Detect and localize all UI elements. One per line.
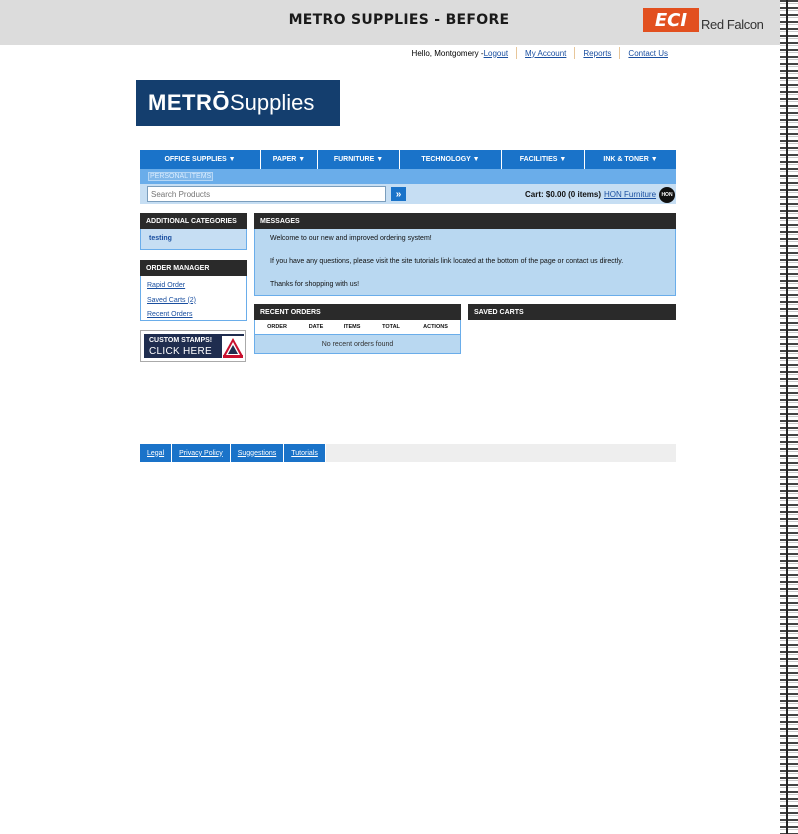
footer-suggestions-link[interactable]: Suggestions	[231, 444, 285, 462]
footer-tutorials-link[interactable]: Tutorials	[284, 444, 326, 462]
message-line: If you have any questions, please visit the site tutorials link located at the bottom of the page or contact us directly.	[270, 258, 624, 265]
order-manager-panel	[140, 260, 247, 321]
rapid-order-link[interactable]: Rapid Order	[147, 282, 186, 289]
saved-carts-panel	[468, 304, 676, 320]
hon-logo-icon[interactable]: HON	[659, 187, 675, 203]
message-line: Welcome to our new and improved ordering system!	[270, 235, 432, 242]
banner-title: METRO SUPPLIES - BEFORE	[288, 12, 510, 28]
recent-orders-link[interactable]: Recent Orders	[147, 311, 193, 318]
metro-supplies-logo[interactable]	[136, 80, 340, 126]
spiral-binding	[780, 0, 798, 834]
user-links	[412, 46, 668, 60]
table-header-row	[255, 320, 460, 335]
nav-furniture[interactable]: FURNITURE ▼	[318, 150, 400, 169]
footer-legal-link[interactable]: Legal	[140, 444, 172, 462]
search-go-icon[interactable]: »	[391, 187, 406, 201]
search-input[interactable]	[147, 186, 386, 202]
messages-title: MESSAGES	[254, 213, 676, 229]
stamps-banner-bg	[144, 334, 244, 358]
additional-categories-body	[140, 229, 247, 250]
custom-stamps-banner[interactable]	[140, 330, 246, 362]
category-link-testing[interactable]: testing	[149, 235, 172, 242]
footer-privacy-link[interactable]: Privacy Policy	[172, 444, 231, 462]
messages-panel	[254, 213, 676, 296]
stamps-line1: CUSTOM STAMPS!	[149, 337, 213, 344]
stamp-flag-icon	[222, 336, 244, 358]
column-header-date[interactable]: DATE	[308, 324, 324, 330]
order-manager-title: ORDER MANAGER	[140, 260, 247, 276]
nav-office-supplies[interactable]: OFFICE SUPPLIES ▼	[140, 150, 261, 169]
hon-furniture-link[interactable]: HON Furniture	[604, 190, 657, 199]
eci-red-falcon-logo	[643, 8, 763, 32]
order-manager-body	[140, 276, 247, 321]
search-bar	[140, 184, 676, 204]
divider	[619, 47, 620, 59]
logo-light-text: Supplies	[229, 90, 315, 115]
stamps-line2: CLICK HERE	[149, 346, 213, 357]
recent-orders-panel	[254, 304, 461, 354]
greeting-text: Hello, Montgomery -	[411, 48, 484, 58]
nav-paper[interactable]: PAPER ▼	[261, 150, 318, 169]
column-header-total[interactable]: TOTAL	[382, 324, 400, 330]
recent-orders-title: RECENT ORDERS	[254, 304, 461, 320]
additional-categories-panel	[140, 213, 247, 250]
nav-technology[interactable]: TECHNOLOGY ▼	[400, 150, 502, 169]
cart-summary[interactable]: Cart: $0.00 (0 items)	[525, 190, 602, 199]
subnav-personal-items[interactable]: PERSONAL ITEMS	[150, 173, 212, 180]
message-line: Thanks for shopping with us!	[270, 281, 360, 288]
eci-logo-box: ECI	[643, 8, 699, 32]
contact-us-link[interactable]: Contact Us	[628, 48, 668, 58]
divider	[516, 47, 517, 59]
nav-facilities[interactable]: FACILITIES ▼	[502, 150, 585, 169]
messages-body	[254, 229, 676, 296]
additional-categories-title: ADDITIONAL CATEGORIES	[140, 213, 247, 229]
recent-orders-table	[254, 320, 461, 354]
my-account-link[interactable]: My Account	[525, 48, 567, 58]
footer-links	[140, 444, 676, 462]
nav-ink-toner[interactable]: INK & TONER ▼	[603, 156, 658, 163]
column-header-items[interactable]: ITEMS	[343, 324, 361, 330]
saved-carts-title: SAVED CARTS	[468, 304, 676, 320]
main-nav	[140, 150, 676, 169]
logo-strong-text: METRŌ	[148, 90, 230, 115]
divider	[574, 47, 575, 59]
eci-logo-text: Red Falcon	[701, 17, 764, 32]
spiral-wire	[786, 0, 788, 834]
column-header-actions: ACTIONS	[423, 324, 448, 330]
empty-state-text: No recent orders found	[255, 335, 460, 353]
logout-link[interactable]: Logout	[483, 48, 509, 58]
saved-carts-link[interactable]: Saved Carts (2)	[147, 296, 197, 304]
column-header-order[interactable]: ORDER	[267, 324, 287, 330]
sub-nav	[140, 169, 676, 184]
reports-link[interactable]: Reports	[583, 48, 612, 58]
